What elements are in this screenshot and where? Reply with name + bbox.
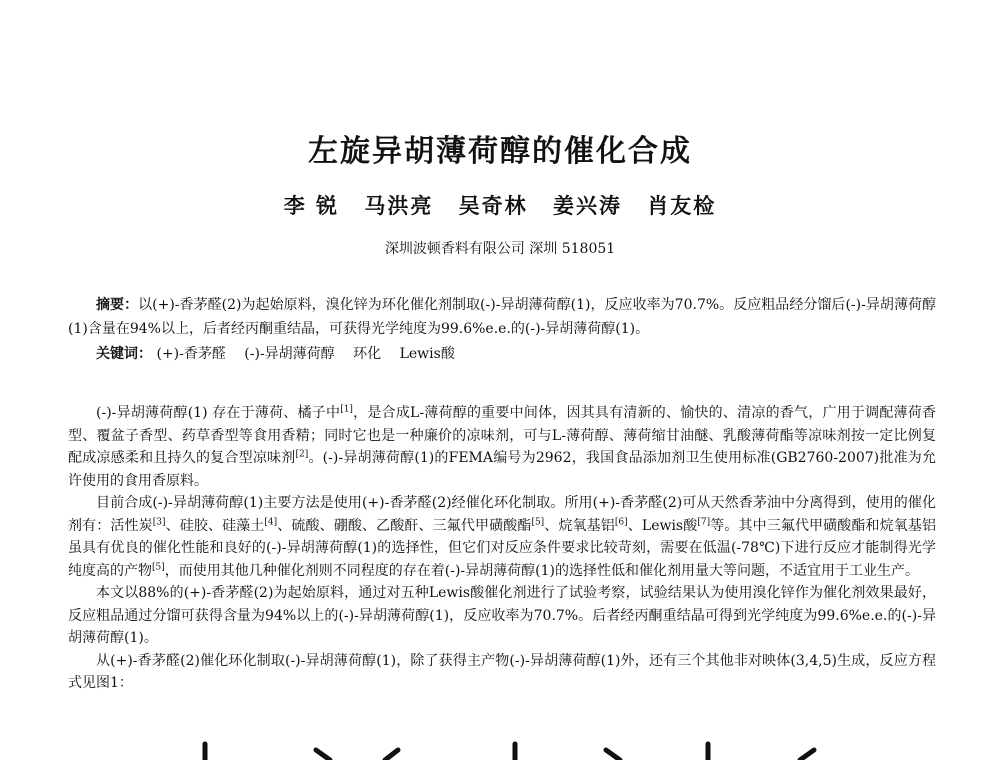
bond-line (800, 750, 814, 760)
author-name: 姜兴涛 (552, 193, 622, 218)
author-name: 吴奇林 (458, 193, 528, 218)
body-text (68, 402, 936, 695)
citation: [4] (264, 516, 278, 527)
bond-line (606, 750, 620, 760)
paragraph-text: 、烷氧基铝 (544, 517, 615, 534)
keywords-label: 关键词： (96, 346, 152, 362)
reaction-figure-top (0, 740, 1000, 760)
keyword: 环化 (353, 346, 382, 362)
paper-title: 左旋异胡薄荷醇的催化合成 (308, 134, 692, 169)
paragraph: 本文以88%的(+)-香茅醛(2)为起始原料，通过对五种Lewis酸催化剂进行了试验考察，试验结果认为使用溴化锌作为催化剂效果最好，反应粗品通过分馏可获得含量为94%以上的(-)-异胡薄荷醇(1)，反应收率为70.7%。后者经丙酮重结晶可得到光学纯度为99.6%e.e.的(-)-异胡薄荷醇(1)。 (68, 585, 936, 646)
paragraph-text: (-)-异胡薄荷醇(1) 存在于薄荷、橘子中 (96, 405, 341, 421)
paragraph-text: 、硅胶、硅藻土 (165, 517, 265, 534)
author-list (0, 190, 1000, 220)
author-name: 肖友检 (647, 193, 717, 218)
paragraph-text: ，而使用其他几种催化剂则不同程度的存在着(-)-异胡薄荷醇(1)的选择性低和催化剂用量大等问题，不适宜用于工业生产。 (164, 562, 919, 579)
paragraph-text: 目前合成(-)-异胡薄荷醇(1)主要方法是使用(+)-香茅醛(2)经催化环化制取。所用(+)-香茅醛(2)可从天然香茅油中分离得到，使用的催化剂有：活性炭 (68, 495, 936, 534)
keyword: (-)-异胡薄荷醇 (244, 346, 335, 362)
paragraph-text: 。(-)-异胡薄荷醇(1)的FEMA编号为2962，我国食品添加剂卫生使用标准(GB2760-2007)批准为允许使用的食用香原料。 (68, 450, 937, 489)
paragraph (68, 492, 936, 582)
citation: [3] (152, 516, 166, 527)
citation: [1] (340, 404, 353, 415)
keyword: Lewis酸 (399, 346, 455, 362)
abstract-label: 摘要： (96, 297, 139, 313)
paragraph-text: 等。其中三氟代甲磺酸酯和烷氧基铝虽具有优良的催化性能和良好的(-)-异胡薄荷醇(1)的选择性，但它们对反应条件要求比较苛刻，需要在低温(-78℃)下进行反应才能制得光学纯度高的产物 (68, 517, 937, 579)
paragraph-text: ，是合成L-薄荷醇的重要中间体，因其具有清新的、愉快的、清凉的香气，广用于调配薄荷香型、覆盆子香型、药草香型等食用香精；同时它也是一种廉价的凉味剂，可与L-薄荷醇、薄荷缩甘油醚、乳酸薄荷酯等凉味剂按一定比例复配成凉感柔和且持久的复合型凉味剂 (68, 405, 936, 466)
citation: [5] (152, 561, 165, 572)
paragraph-text: 、Lewis酸 (627, 517, 698, 534)
abstract-text: 以(+)-香茅醛(2)为起始原料，溴化锌为环化催化剂制取(-)-异胡薄荷醇(1)，反应收率为70.7%。反应粗品经分馏后(-)-异胡薄荷醇(1)含量在94%以上，后者经丙酮重结晶，可获得光学纯度为99.6%e.e.的(-)-异胡薄荷醇(1)。 (68, 297, 937, 337)
citation: [6] (614, 516, 628, 527)
reaction-scheme-fragment (0, 740, 1000, 760)
author-name: 李 锐 (283, 193, 340, 218)
keyword: (+)-香茅醛 (156, 346, 226, 362)
bond-line (385, 750, 398, 760)
abstract (68, 293, 936, 341)
keywords (68, 342, 936, 366)
author-name: 马洪亮 (364, 193, 434, 218)
paragraph: 从(+)-香茅醛(2)催化环化制取(-)-异胡薄荷醇(1)，除了获得主产物(-)-异胡薄荷醇(1)外，还有三个其他非对映体(3,4,5)生成，反应方程式见图1： (68, 652, 936, 691)
citation: [5] (531, 516, 545, 527)
affiliation: 深圳波顿香料有限公司 深圳 518051 (384, 241, 616, 257)
paragraph (68, 402, 936, 492)
bond-line (316, 750, 330, 760)
citation: [7] (697, 516, 711, 527)
paragraph-text: 、硫酸、硼酸、乙酸酐、三氟代甲磺酸酯 (277, 517, 532, 534)
citation: [2] (295, 449, 309, 460)
